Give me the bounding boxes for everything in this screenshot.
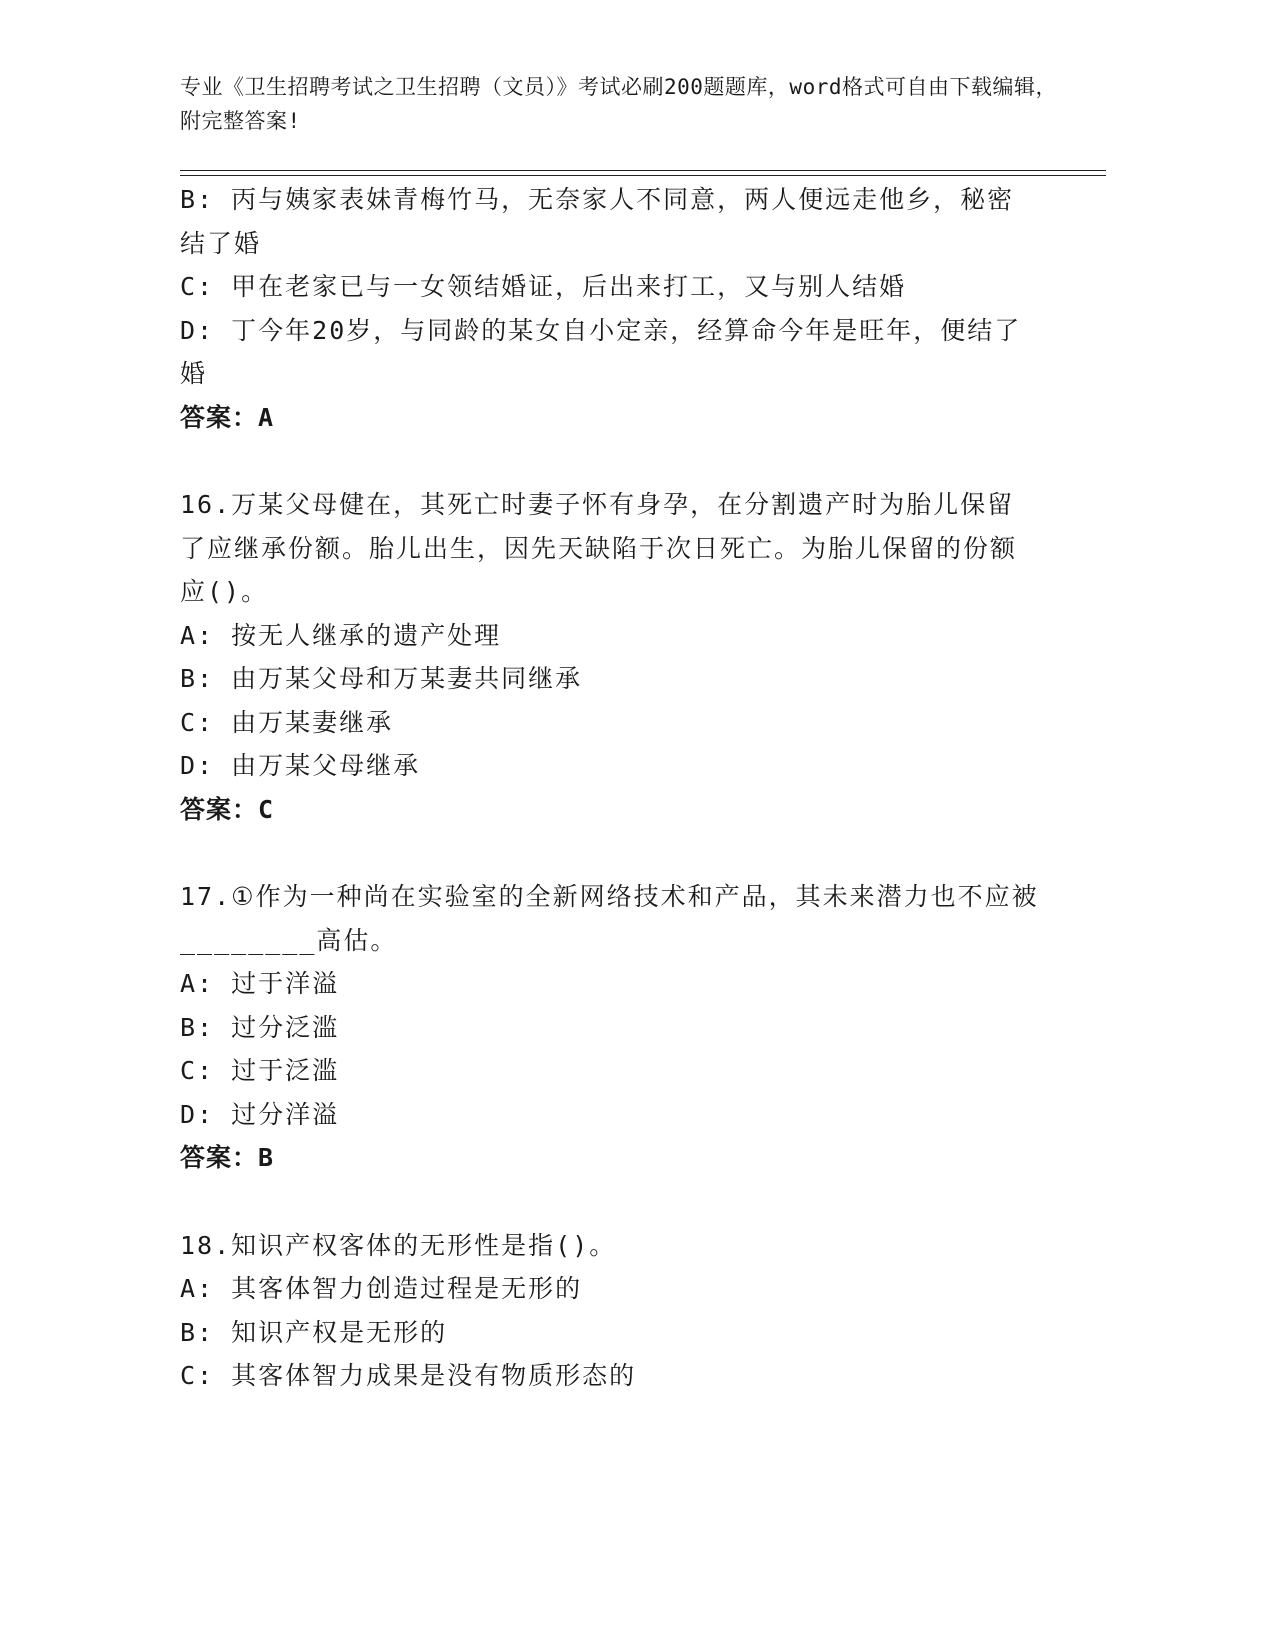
document-header [180,70,1060,138]
question-16 [180,483,1040,831]
question-stem: 16.万某父母健在，其死亡时妻子怀有身孕，在分割遗产时为胎儿保留了应继承份额。胎儿出生，因先天缺陷于次日死亡。为胎儿保留的份额应()。 [180,490,1018,606]
option-c: C: 由万某妻继承 [180,707,394,737]
header-rule-bottom [180,175,1106,176]
option-b: B: 丙与姨家表妹青梅竹马，无奈家人不同意，两人便远走他乡，秘密结了婚 [180,185,1015,258]
question-list [180,178,1040,1398]
question-stem: 17.①作为一种尚在实验室的全新网络技术和产品，其未来潜力也不应被________高估。 [180,882,1039,955]
question-spacer [180,831,1040,875]
option-b: B: 知识产权是无形的 [180,1317,448,1347]
option-a: A: 按无人继承的遗产处理 [180,620,502,650]
answer-text: 答案：C [180,794,275,824]
option-d: D: 过分洋溢 [180,1099,340,1129]
question-stem: 18.知识产权客体的无形性是指()。 [180,1230,617,1260]
option-c: C: 甲在老家已与一女领结婚证，后出来打工，又与别人结婚 [180,272,907,301]
option-b: B: 过分泛滥 [180,1012,340,1042]
option-c: C: 其客体智力成果是没有物质形态的 [180,1361,637,1390]
question-spacer [180,1180,1040,1224]
option-a: A: 过于洋溢 [180,969,340,998]
question-spacer [180,439,1040,483]
option-d: D: 丁今年20岁，与同龄的某女自小定亲，经算命今年是旺年，便结了婚 [180,315,1022,388]
question-18 [180,1224,1040,1398]
answer-text: 答案：B [180,1143,275,1172]
option-b: B: 由万某父母和万某妻共同继承 [180,664,583,693]
header-title: 专业《卫生招聘考试之卫生招聘（文员）》考试必刷200题题库，word格式可自由下载编辑，附完整答案! [180,75,1057,133]
question-15-continued [180,178,1040,439]
header-rule-top [180,170,1106,171]
option-a: A: 其客体智力创造过程是无形的 [180,1274,583,1303]
answer-text: 答案：A [180,402,275,432]
option-d: D: 由万某父母继承 [180,751,421,780]
option-c: C: 过于泛滥 [180,1056,340,1085]
question-17 [180,875,1040,1180]
